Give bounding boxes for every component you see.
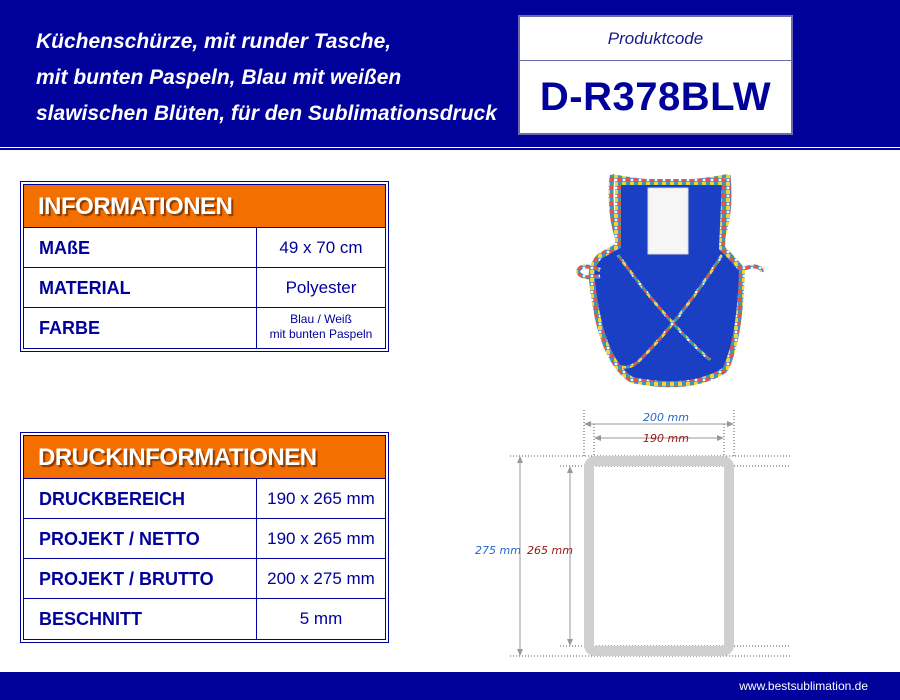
row-value: 190 x 265 mm	[267, 529, 375, 548]
table-row	[24, 228, 385, 268]
row-value: 49 x 70 cm	[279, 238, 363, 257]
table-row	[24, 268, 385, 308]
table-row	[24, 308, 385, 348]
information-table	[20, 181, 389, 352]
inner-width-label: 190 mm	[643, 432, 689, 445]
title-line-2: mit bunten Paspeln, Blau mit weißen	[36, 66, 402, 89]
information-table-title: INFORMATIONEN	[24, 185, 385, 228]
row-key: FARBE	[24, 308, 257, 348]
color-value-line-2: mit bunten Paspeln	[269, 327, 373, 341]
print-table-title: DRUCKINFORMATIONEN	[24, 436, 385, 479]
row-value	[257, 308, 385, 348]
row-key: MAßE	[24, 228, 257, 267]
row-key: BESCHNITT	[24, 599, 257, 639]
row-key: PROJEKT / NETTO	[24, 519, 257, 558]
print-information-table	[20, 432, 389, 643]
product-code-label: Produktcode	[520, 17, 791, 61]
row-key: DRUCKBEREICH	[24, 479, 257, 518]
inner-height-label: 265 mm	[527, 544, 573, 557]
header-banner	[0, 0, 900, 147]
row-key: PROJEKT / BRUTTO	[24, 559, 257, 598]
print-area-dimension-diagram	[460, 400, 800, 665]
row-value: Polyester	[285, 278, 357, 297]
outer-width-label: 200 mm	[643, 411, 689, 424]
row-value: 190 x 265 mm	[267, 489, 375, 508]
website-link[interactable]: www.bestsublimation.de	[739, 679, 868, 693]
product-title	[36, 24, 497, 132]
print-area-frame	[589, 461, 729, 651]
table-row	[24, 519, 385, 559]
table-row	[24, 559, 385, 599]
footer-bar	[0, 672, 900, 700]
product-code-value: D-R378BLW	[539, 75, 772, 119]
row-key: MATERIAL	[24, 268, 257, 307]
row-value: 5 mm	[299, 609, 343, 628]
color-value-line-1: Blau / Weiß	[290, 312, 352, 326]
product-code-box	[518, 15, 793, 135]
row-value: 200 x 275 mm	[267, 569, 375, 588]
header-divider	[0, 148, 900, 150]
apron-product-image	[570, 170, 770, 395]
table-row	[24, 479, 385, 519]
outer-height-label: 275 mm	[475, 544, 521, 557]
title-line-3: slawischen Blüten, für den Sublimationsdruck	[36, 102, 497, 125]
table-row	[24, 599, 385, 639]
title-line-1: Küchenschürze, mit runder Tasche,	[36, 30, 392, 53]
